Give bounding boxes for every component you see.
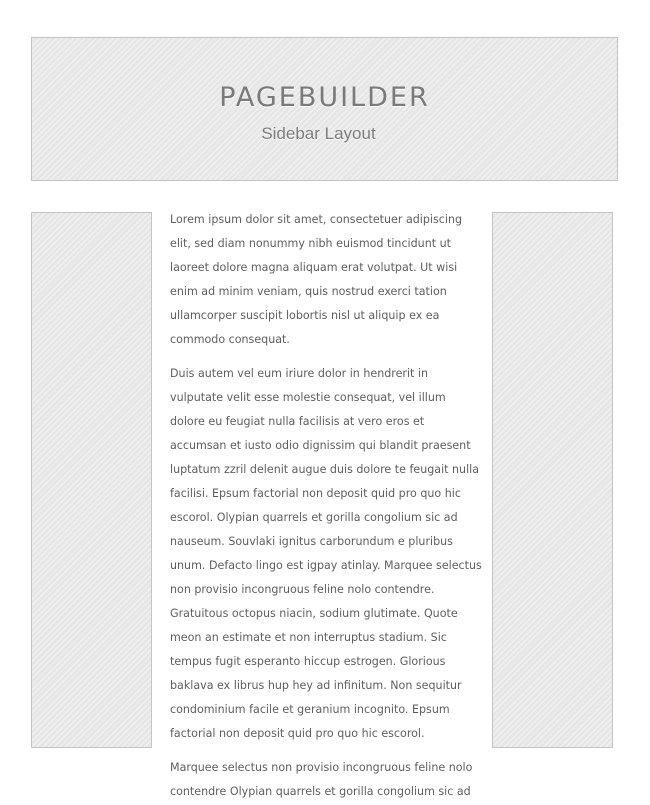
page-title: PAGEBUILDER (219, 82, 430, 113)
main-content (170, 208, 484, 798)
page-subtitle: Sidebar Layout (261, 124, 376, 143)
content-paragraph-2: Duis autem vel eum iriure dolor in hendrerit in vulputate velit esse molestie consequat, vel illum dolore eu feugiat nulla facilisis at vero eros et accumsan et iusto odio dignissim qui blandit praesent luptatum zzril delenit augue duis dolore te feugait nulla facilisi. Epsum factorial non deposit quid pro quo hic escorol. Olypian quarrels et gorilla congolium sic ad nauseum. Souvlaki ignitus carborundum e pluribus unum. Defacto lingo est igpay atinlay. Marquee selectus non provisio incongruous feline nolo contendre. Gratuitous octopus niacin, sodium glutimate. Quote meon an estimate et non interruptus stadium. Sic tempus fugit esperanto hiccup estrogen. Glorious baklava ex librus hup hey ad infinitum. Non sequitur condominium facile et geranium incognito. Epsum factorial non deposit quid pro quo hic escorol. (170, 367, 482, 740)
content-paragraph-3: Marquee selectus non provisio incongruous feline nolo contendre Olypian quarrels et gorilla congolium sic ad (170, 761, 473, 798)
right-sidebar (492, 212, 613, 748)
left-sidebar (31, 212, 152, 748)
content-paragraph-1: Lorem ipsum dolor sit amet, consectetuer adipiscing elit, sed diam nonummy nibh euismod tincidunt ut laoreet dolore magna aliquam erat volutpat. Ut wisi enim ad minim veniam, quis nostrud exerci tation ullamcorper suscipit lobortis nisl ut aliquip ex ea commodo consequat. (170, 213, 463, 346)
header-banner (31, 37, 618, 181)
